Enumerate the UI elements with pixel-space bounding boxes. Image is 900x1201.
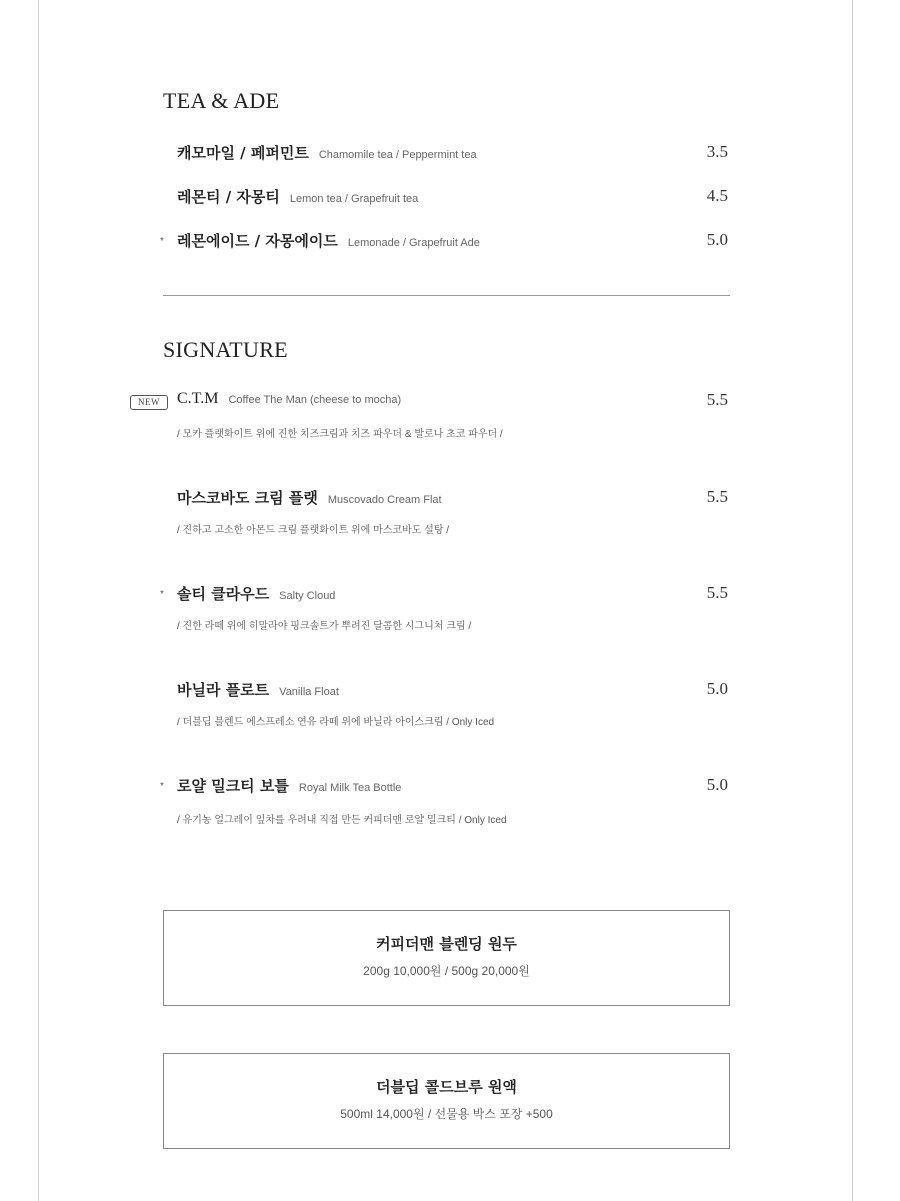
cold-brew-info-box xyxy=(163,1053,730,1149)
menu-item-price: 5.5 xyxy=(706,390,728,409)
menu-item-description: / 더블딥 블렌드 에스프레소 연유 라떼 위에 바닐라 아이스크림 / Only Iced xyxy=(177,717,495,728)
menu-item-price: 5.5 xyxy=(706,487,728,506)
menu-item-english-name: Salty Cloud xyxy=(279,590,336,602)
menu-item-name: 로얄 밀크티 보틀 Royal Milk Tea Bottle xyxy=(177,777,402,795)
menu-item xyxy=(160,230,730,256)
recommend-mark: * xyxy=(160,589,164,600)
beans-info-box xyxy=(163,910,730,1006)
menu-item-english-name: Muscovado Cream Flat xyxy=(327,494,442,506)
menu-item-price: 5.5 xyxy=(706,583,728,602)
menu-item-english-name: Vanilla Float xyxy=(279,686,339,698)
box-subtitle: 200g 10,000원 / 500g 20,000원 xyxy=(363,964,530,978)
box-title: 더블딥 콜드브루 원액 xyxy=(376,1078,517,1096)
box-title: 커피더맨 블렌딩 원두 xyxy=(376,935,517,953)
menu-item-english-name: Lemonade / Grapefruit Ade xyxy=(347,237,480,249)
menu-item-name: 레몬에이드 / 자몽에이드 Lemonade / Grapefruit Ade xyxy=(177,232,480,250)
menu-item-description: / 진하고 고소한 아몬드 크림 플랫화이트 위에 마스코바도 설탕 / xyxy=(177,525,450,536)
menu-item-name: 마스코바도 크림 플랫 Muscovado Cream Flat xyxy=(177,489,442,507)
menu-item-name: 바닐라 플로트 Vanilla Float xyxy=(177,681,339,699)
box-subtitle: 500ml 14,000원 / 선물용 박스 포장 +500 xyxy=(340,1107,553,1121)
menu-item-english-name: Lemon tea / Grapefruit tea xyxy=(289,193,419,205)
menu-item xyxy=(163,142,730,168)
menu-item-english-name: Chamomile tea / Peppermint tea xyxy=(318,149,477,161)
menu-item xyxy=(163,487,730,513)
section-title-signature: SIGNATURE xyxy=(163,337,288,362)
menu-item-english-name: Royal Milk Tea Bottle xyxy=(298,782,402,794)
menu-item-name: 레몬티 / 자몽티 Lemon tea / Grapefruit tea xyxy=(177,188,419,206)
new-badge: NEW xyxy=(130,395,168,410)
menu-item-description: / 진한 라떼 위에 히말라야 핑크솔트가 뿌려진 달콤한 시그니처 크림 / xyxy=(177,621,472,632)
menu-item-english-name: Coffee The Man (cheese to mocha) xyxy=(228,394,402,406)
menu-item xyxy=(163,390,730,416)
menu-item-description: / 모카 플랫화이트 위에 진한 치즈크림과 치즈 파우더 & 발로나 초코 파우더 / xyxy=(177,429,503,440)
section-title-tea-ade: TEA & ADE xyxy=(163,88,280,113)
menu-item-price: 5.0 xyxy=(706,775,728,794)
menu-item-description: / 유기농 얼그레이 잎차를 우려내 직접 만든 커피더맨 로얄 밀크티 / Only Iced xyxy=(177,815,507,826)
menu-item-price: 3.5 xyxy=(706,142,728,161)
menu-item-name: C.T.M Coffee The Man (cheese to mocha) xyxy=(177,390,402,407)
recommend-mark: * xyxy=(160,781,164,792)
menu-item-name: 캐모마일 / 페퍼민트 Chamomile tea / Peppermint tea xyxy=(177,144,477,162)
menu-item xyxy=(160,775,730,801)
menu-item xyxy=(163,186,730,212)
menu-item-price: 5.0 xyxy=(706,679,728,698)
section-divider xyxy=(163,295,730,296)
menu-item xyxy=(160,583,730,609)
menu-item-price: 5.0 xyxy=(706,230,728,249)
recommend-mark: * xyxy=(160,236,164,247)
menu-item xyxy=(163,679,730,705)
menu-item-name: 솔티 클라우드 Salty Cloud xyxy=(177,585,336,603)
menu-item-price: 4.5 xyxy=(706,186,728,205)
